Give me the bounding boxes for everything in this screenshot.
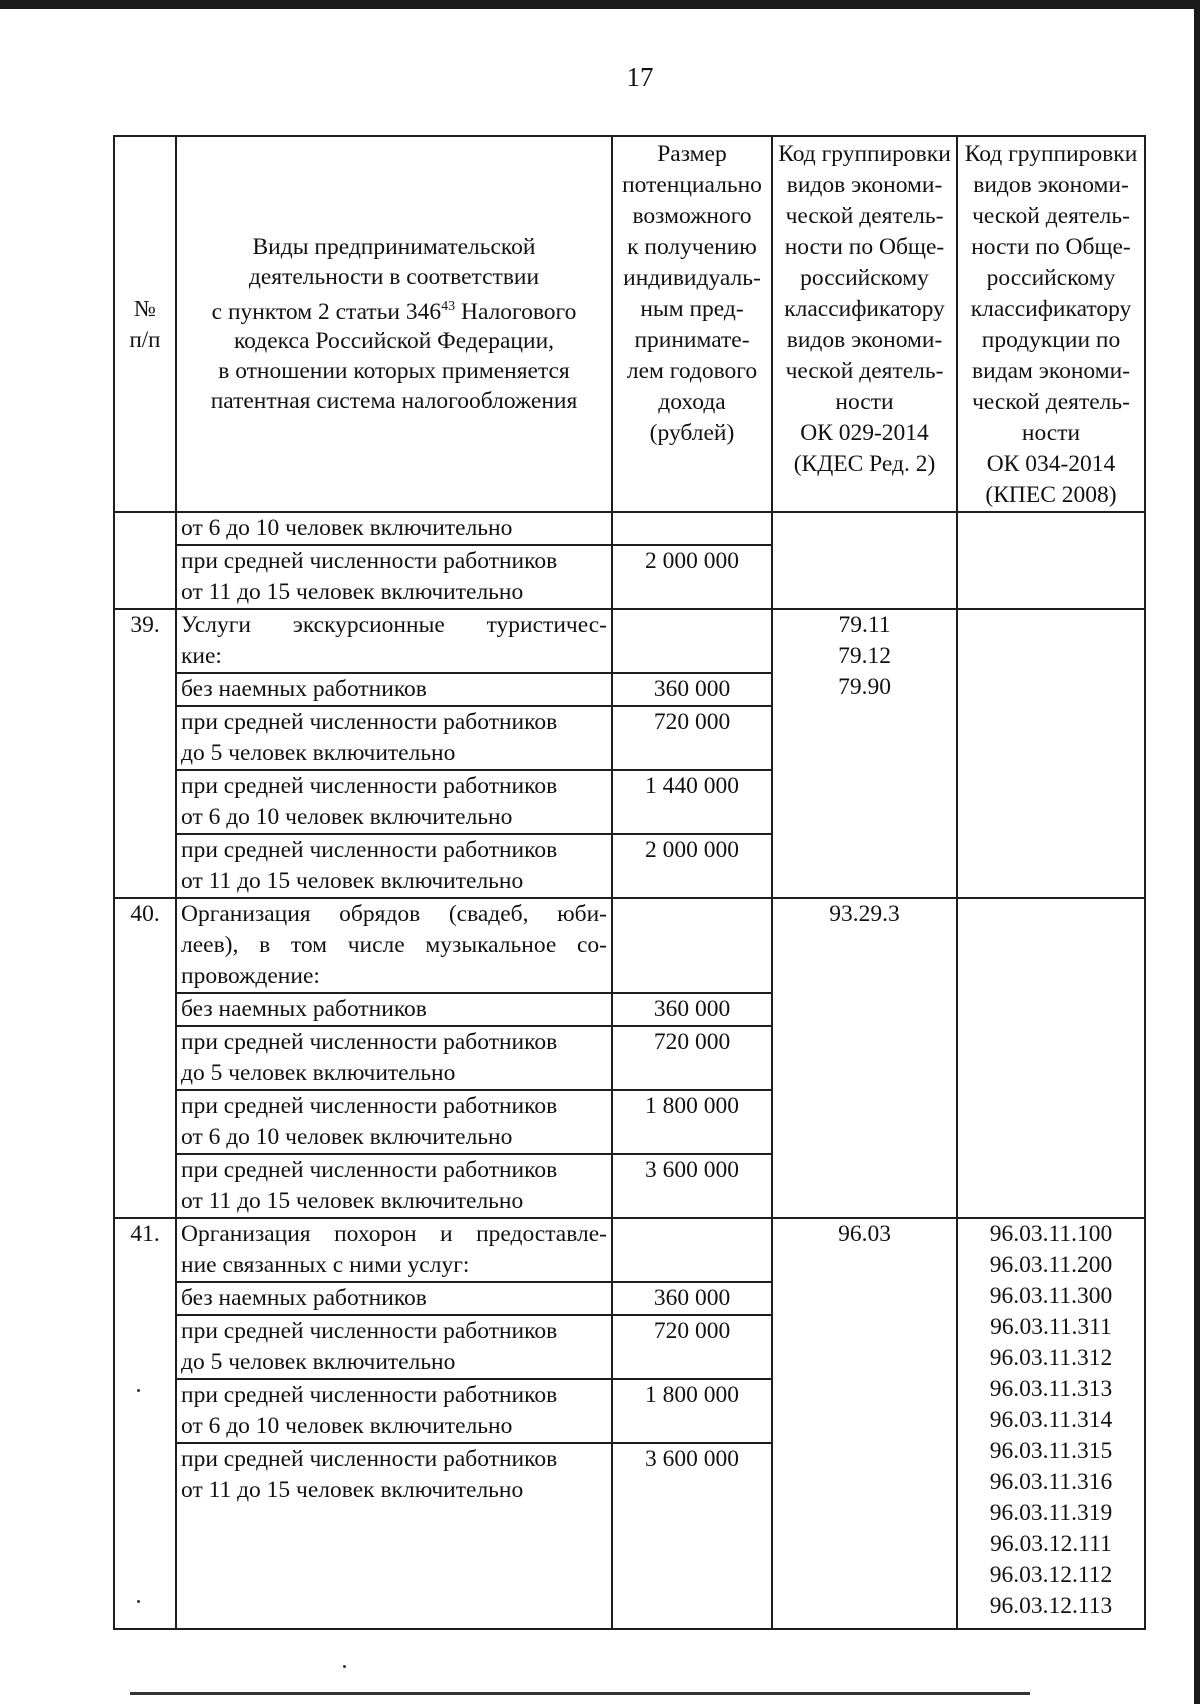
table-row bbox=[114, 898, 1145, 993]
row-amount: 3 600 000 bbox=[612, 1443, 772, 1629]
activity-table bbox=[113, 135, 1146, 1630]
scan-speck bbox=[137, 1389, 140, 1392]
row-okpd-code bbox=[957, 609, 1145, 898]
row-amount: 720 000 bbox=[612, 706, 772, 770]
row-amount: 1 440 000 bbox=[612, 770, 772, 834]
row-amount bbox=[612, 609, 772, 673]
row-amount: 360 000 bbox=[612, 1282, 772, 1315]
scan-speck bbox=[137, 1600, 140, 1603]
page-number: 17 bbox=[626, 62, 654, 92]
row-amount: 1 800 000 bbox=[612, 1379, 772, 1443]
row-activity: при средней численности работников от 6 до 10 человек включительно bbox=[176, 770, 612, 834]
scan-right-edge bbox=[1194, 0, 1200, 1704]
row-activity: при средней численности работников от 11 до 15 человек включительно bbox=[176, 834, 612, 898]
table-header bbox=[114, 136, 1145, 512]
row-activity: при средней численности работников до 5 человек включительно bbox=[176, 706, 612, 770]
scan-bottom-edge bbox=[130, 1692, 1030, 1695]
row-okved-code: 96.03 bbox=[772, 1218, 957, 1629]
row-okved-code: 79.11 79.12 79.90 bbox=[772, 609, 957, 898]
row-activity: без наемных работников bbox=[176, 993, 612, 1026]
row-activity: без наемных работников bbox=[176, 1282, 612, 1315]
table-row bbox=[114, 1218, 1145, 1282]
row-okpd-code: 96.03.11.100 96.03.11.200 96.03.11.300 96.03.11.311 96.03.11.312 96.03.11.313 96.03.11.314 96.03.11.315 96.03.11.316 96.03.11.319 96.03.12.111 96.03.12.112 96.03.12.113 bbox=[957, 1218, 1145, 1629]
row-activity: Организация обрядов (свадеб, юби- леев), в том числе музыкальное со- провождение: bbox=[176, 898, 612, 993]
header-okpd-code: Код группировки видов экономи- ческой деятель- ности по Обще- российскому классификатору продукции по видам экономи- ческой деятель- ности ОК 034-2014 (КПЕС 2008) bbox=[957, 136, 1145, 512]
table-row bbox=[114, 512, 1145, 545]
row-activity: при средней численности работников от 6 до 10 человек включительно bbox=[176, 1090, 612, 1154]
row-activity: Организация похорон и предоставле- ние связанных с ними услуг: bbox=[176, 1218, 612, 1282]
row-amount: 360 000 bbox=[612, 993, 772, 1026]
row-amount bbox=[612, 898, 772, 993]
row-activity: от 6 до 10 человек включительно bbox=[176, 512, 612, 545]
row-amount bbox=[612, 1218, 772, 1282]
row-activity: при средней численности работников от 11 до 15 человек включительно bbox=[176, 545, 612, 609]
row-activity: без наемных работников bbox=[176, 673, 612, 706]
scan-speck bbox=[343, 1665, 346, 1668]
header-activity-type: Виды предпринимательской деятельности в соответствии с пунктом 2 статьи $346^{43}$ Налогового кодекса Российской Федерации, в отношении которых применяется патентная система налогообложения bbox=[176, 136, 612, 512]
row-amount: 360 000 bbox=[612, 673, 772, 706]
row-okpd-code bbox=[957, 512, 1145, 609]
scan-top-edge bbox=[0, 0, 1200, 9]
row-number: 39. bbox=[114, 609, 176, 898]
row-amount: 1 800 000 bbox=[612, 1090, 772, 1154]
row-activity: при средней численности работников до 5 человек включительно bbox=[176, 1315, 612, 1379]
row-okved-code: 93.29.3 bbox=[772, 898, 957, 1218]
row-okved-code bbox=[772, 512, 957, 609]
row-activity: при средней численности работников от 6 до 10 человек включительно bbox=[176, 1379, 612, 1443]
row-number: 41. bbox=[114, 1218, 176, 1629]
row-okpd-code bbox=[957, 898, 1145, 1218]
row-amount: 3 600 000 bbox=[612, 1154, 772, 1218]
row-amount: 720 000 bbox=[612, 1315, 772, 1379]
row-amount: 2 000 000 bbox=[612, 834, 772, 898]
row-activity: при средней численности работников от 11 до 15 человек включительно bbox=[176, 1154, 612, 1218]
header-number: № п/п bbox=[114, 136, 176, 512]
header-okved-code: Код группировки видов экономи- ческой деятель- ности по Обще- российскому классификатору видов экономи- ческой деятель- ности ОК 029-2014 (КДЕС Ред. 2) bbox=[772, 136, 957, 512]
row-number bbox=[114, 512, 176, 609]
row-activity: при средней численности работников от 11 до 15 человек включительно bbox=[176, 1443, 612, 1629]
header-income-size: Размер потенциально возможного к получению индивидуаль- ным пред- принимате- лем годового дохода (рублей) bbox=[612, 136, 772, 512]
row-number: 40. bbox=[114, 898, 176, 1218]
row-amount: 2 000 000 bbox=[612, 545, 772, 609]
row-activity: при средней численности работников до 5 человек включительно bbox=[176, 1026, 612, 1090]
row-amount bbox=[612, 512, 772, 545]
row-activity: Услуги экскурсионные туристичес- кие: bbox=[176, 609, 612, 673]
table-row bbox=[114, 609, 1145, 673]
row-amount: 720 000 bbox=[612, 1026, 772, 1090]
